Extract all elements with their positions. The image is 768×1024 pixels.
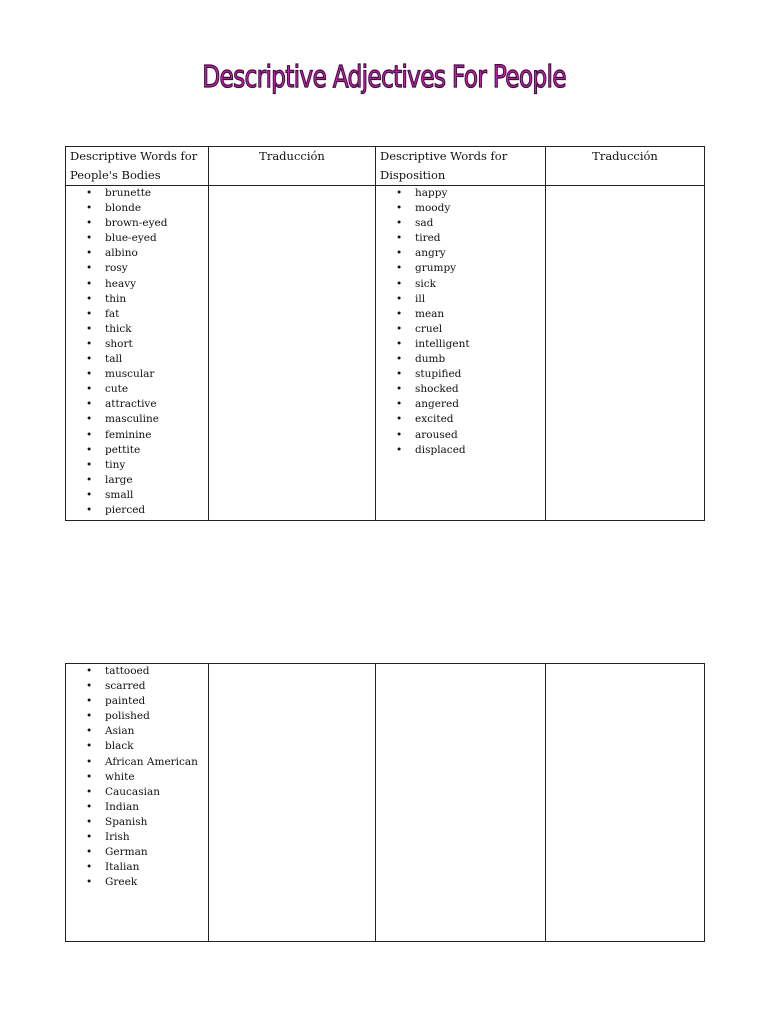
header-bodies: Descriptive Words for People's Bodies <box>66 147 209 186</box>
list-item: • fat <box>86 307 208 322</box>
list-item: • albino <box>86 246 208 261</box>
list-item: • Indian <box>86 800 208 815</box>
list-item: • pettite <box>86 443 208 458</box>
list-item: • intelligent <box>396 337 545 352</box>
disposition-cell-continued <box>376 664 546 942</box>
list-item: • scarred <box>86 679 208 694</box>
traduccion-cell-4 <box>546 664 705 942</box>
list-item: • displaced <box>396 443 545 458</box>
list-item: • small <box>86 488 208 503</box>
list-item: • heavy <box>86 277 208 292</box>
list-item: • Italian <box>86 860 208 875</box>
traduccion-cell-1 <box>209 186 376 521</box>
disposition-cell <box>376 186 546 521</box>
list-item: • tiny <box>86 458 208 473</box>
bodies-cell <box>66 186 209 521</box>
list-item: • painted <box>86 694 208 709</box>
list-item: • happy <box>396 186 545 201</box>
list-item: • feminine <box>86 428 208 443</box>
list-item: • attractive <box>86 397 208 412</box>
list-item: • polished <box>86 709 208 724</box>
list-item: • sick <box>396 277 545 292</box>
list-item: • angry <box>396 246 545 261</box>
list-item: • tattooed <box>86 664 208 679</box>
bodies-cell-continued <box>66 664 209 942</box>
header-traduccion-1: Traducción <box>209 147 376 186</box>
body-row <box>66 664 705 942</box>
list-item: • aroused <box>396 428 545 443</box>
header-disposition: Descriptive Words for Disposition <box>376 147 546 186</box>
page-title: Descriptive Adjectives For People <box>202 60 566 95</box>
list-item: • moody <box>396 201 545 216</box>
bodies-list-continued <box>66 664 208 890</box>
vocabulary-table-2 <box>65 663 705 942</box>
list-item: • tall <box>86 352 208 367</box>
body-row <box>66 186 705 521</box>
list-item: • tired <box>396 231 545 246</box>
list-item: • masculine <box>86 412 208 427</box>
list-item: • sad <box>396 216 545 231</box>
list-item: • blonde <box>86 201 208 216</box>
list-item: • short <box>86 337 208 352</box>
bodies-list <box>66 186 208 518</box>
title-wrap <box>0 60 768 95</box>
traduccion-cell-2 <box>546 186 705 521</box>
header-row <box>66 147 705 186</box>
list-item: • dumb <box>396 352 545 367</box>
list-item: • stupified <box>396 367 545 382</box>
list-item: • Spanish <box>86 815 208 830</box>
list-item: • muscular <box>86 367 208 382</box>
list-item: • thick <box>86 322 208 337</box>
list-item: • thin <box>86 292 208 307</box>
list-item: • German <box>86 845 208 860</box>
list-item: • large <box>86 473 208 488</box>
list-item: • Caucasian <box>86 785 208 800</box>
list-item: • Irish <box>86 830 208 845</box>
list-item: • brunette <box>86 186 208 201</box>
list-item: • mean <box>396 307 545 322</box>
list-item: • rosy <box>86 261 208 276</box>
list-item: • Greek <box>86 875 208 890</box>
list-item: • shocked <box>396 382 545 397</box>
traduccion-cell-3 <box>209 664 376 942</box>
list-item: • Asian <box>86 724 208 739</box>
disposition-list <box>376 186 545 458</box>
list-item: • pierced <box>86 503 208 518</box>
list-item: • angered <box>396 397 545 412</box>
list-item: • white <box>86 770 208 785</box>
list-item: • excited <box>396 412 545 427</box>
list-item: • blue-eyed <box>86 231 208 246</box>
header-traduccion-2: Traducción <box>546 147 705 186</box>
list-item: • cruel <box>396 322 545 337</box>
list-item: • cute <box>86 382 208 397</box>
list-item: • ill <box>396 292 545 307</box>
list-item: • black <box>86 739 208 754</box>
list-item: • brown-eyed <box>86 216 208 231</box>
vocabulary-table-1 <box>65 146 705 521</box>
list-item: • grumpy <box>396 261 545 276</box>
list-item: • African American <box>86 755 208 770</box>
